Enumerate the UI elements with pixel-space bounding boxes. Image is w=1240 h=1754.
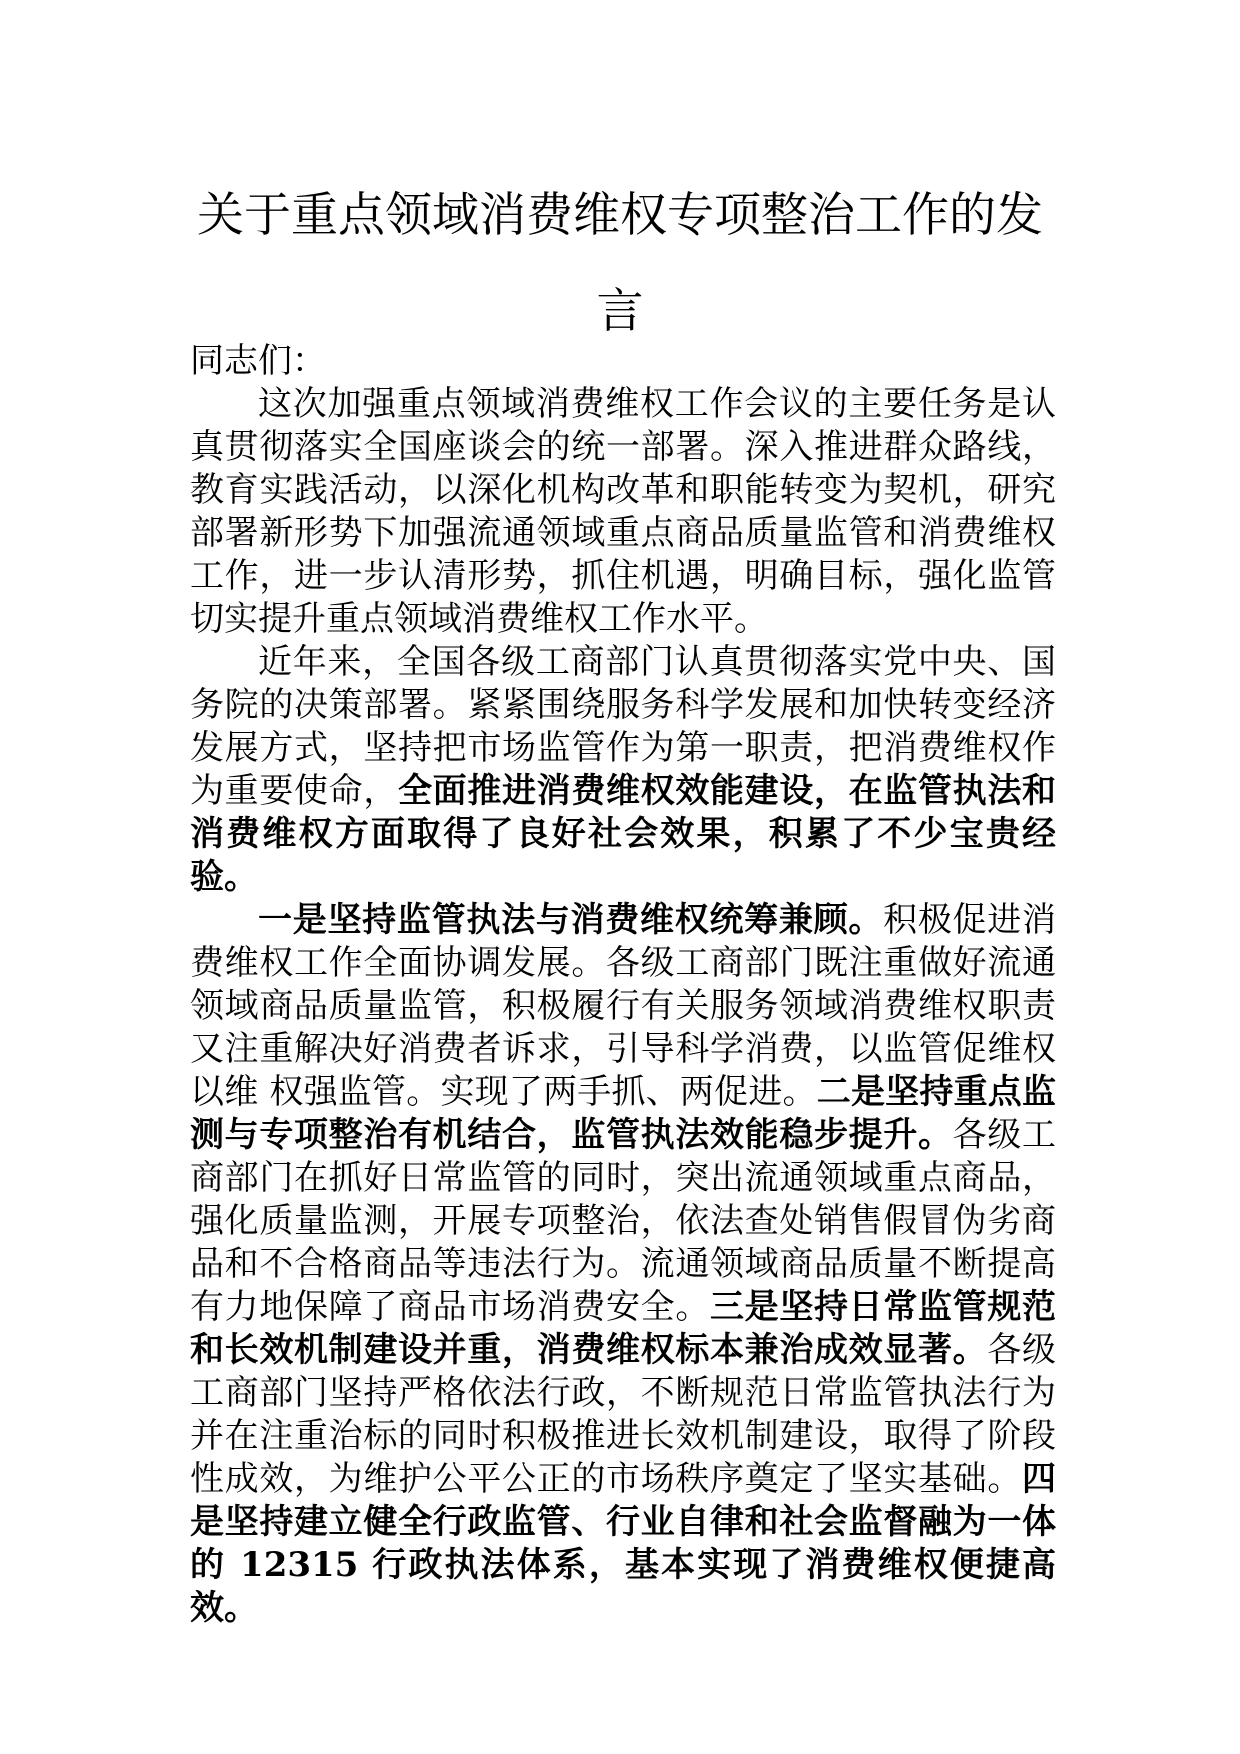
point-3-heading: 三是坚持日常监管规范和长效机制建设并重，消费维权标本兼治成效显著。 — [190, 1287, 1056, 1370]
point-4-heading-end: 行政执法体系，基本实现了消费维权便捷高效。 — [190, 1545, 1057, 1628]
paragraph-2-text: 近年来，全国各级工商部门认真贯彻落实党中央、国务院的决策部署。紧紧围绕服务科学发展和加快转变经济发展方式，坚持把市场监管作为第一职责，把消费维权作为重要使命， — [190, 642, 1056, 811]
point-1-text: 积极促进消费维权工作全面协调发展。各级工商部门既注重做好流通领域商品质量监管，积极履行有关服务领域消费维权职责又注重解决好消费者诉求，引导科学消费，以监管促维权以维 权强监管。实现了两手抓、两促进。 — [190, 900, 1057, 1112]
point-2-text: 各级工商部门在抓好日常监管的同时，突出流通领域重点商品，强化质量监测，开展专项整治，依法查处销售假冒伪劣商品和不合格商品等违法行为。流通领域商品质量不断提高有力地保障了商品市场消费安全。 — [190, 1115, 1057, 1327]
document-body — [190, 340, 1056, 1630]
hotline-number: 12315 — [226, 1545, 373, 1585]
point-1-heading: 一是坚持监管执法与消费维权统筹兼顾。 — [258, 900, 884, 940]
point-2-heading: 二是坚持重点监测与专项整治有机结合，监管执法效能稳步提升。 — [190, 1072, 1056, 1155]
paragraph-1 — [190, 383, 1056, 641]
salutation: 同志们： — [190, 341, 326, 381]
document-title: 关于重点领域消费维权专项整治工作的发言 — [197, 188, 1043, 339]
paragraph-1-text: 这次加强重点领域消费维权工作会议的主要任务是认真贯彻落实全国座谈会的统一部署。深入推进群众路线，教育实践活动，以深化机构改革和职能转变为契机，研究部署新形势下加强流通领域重点商品质量监管和消费维权工作，进一步认清形势，抓住机遇，明确目标，强化监管切实提升重点领域消费维权工作水平。 — [190, 384, 1056, 639]
paragraph-3 — [190, 899, 1056, 1630]
point-4-heading: 四是坚持建立健全行政监管、行业自律和社会监督融为一体的 — [190, 1459, 1056, 1585]
point-3-text: 各级工商部门坚持严格依法行政，不断规范日常监管执法行为并在注重治标的同时积极推进长效机制建设，取得了阶段性成效，为维护公平公正的市场秩序奠定了坚实基础。 — [190, 1330, 1057, 1499]
paragraph-2-emphasis: 全面推进消费维权效能建设，在监管执法和消费维权方面取得了良好社会效果，积累了不少宝贵经验。 — [190, 771, 1056, 897]
paragraph-2 — [190, 641, 1056, 899]
